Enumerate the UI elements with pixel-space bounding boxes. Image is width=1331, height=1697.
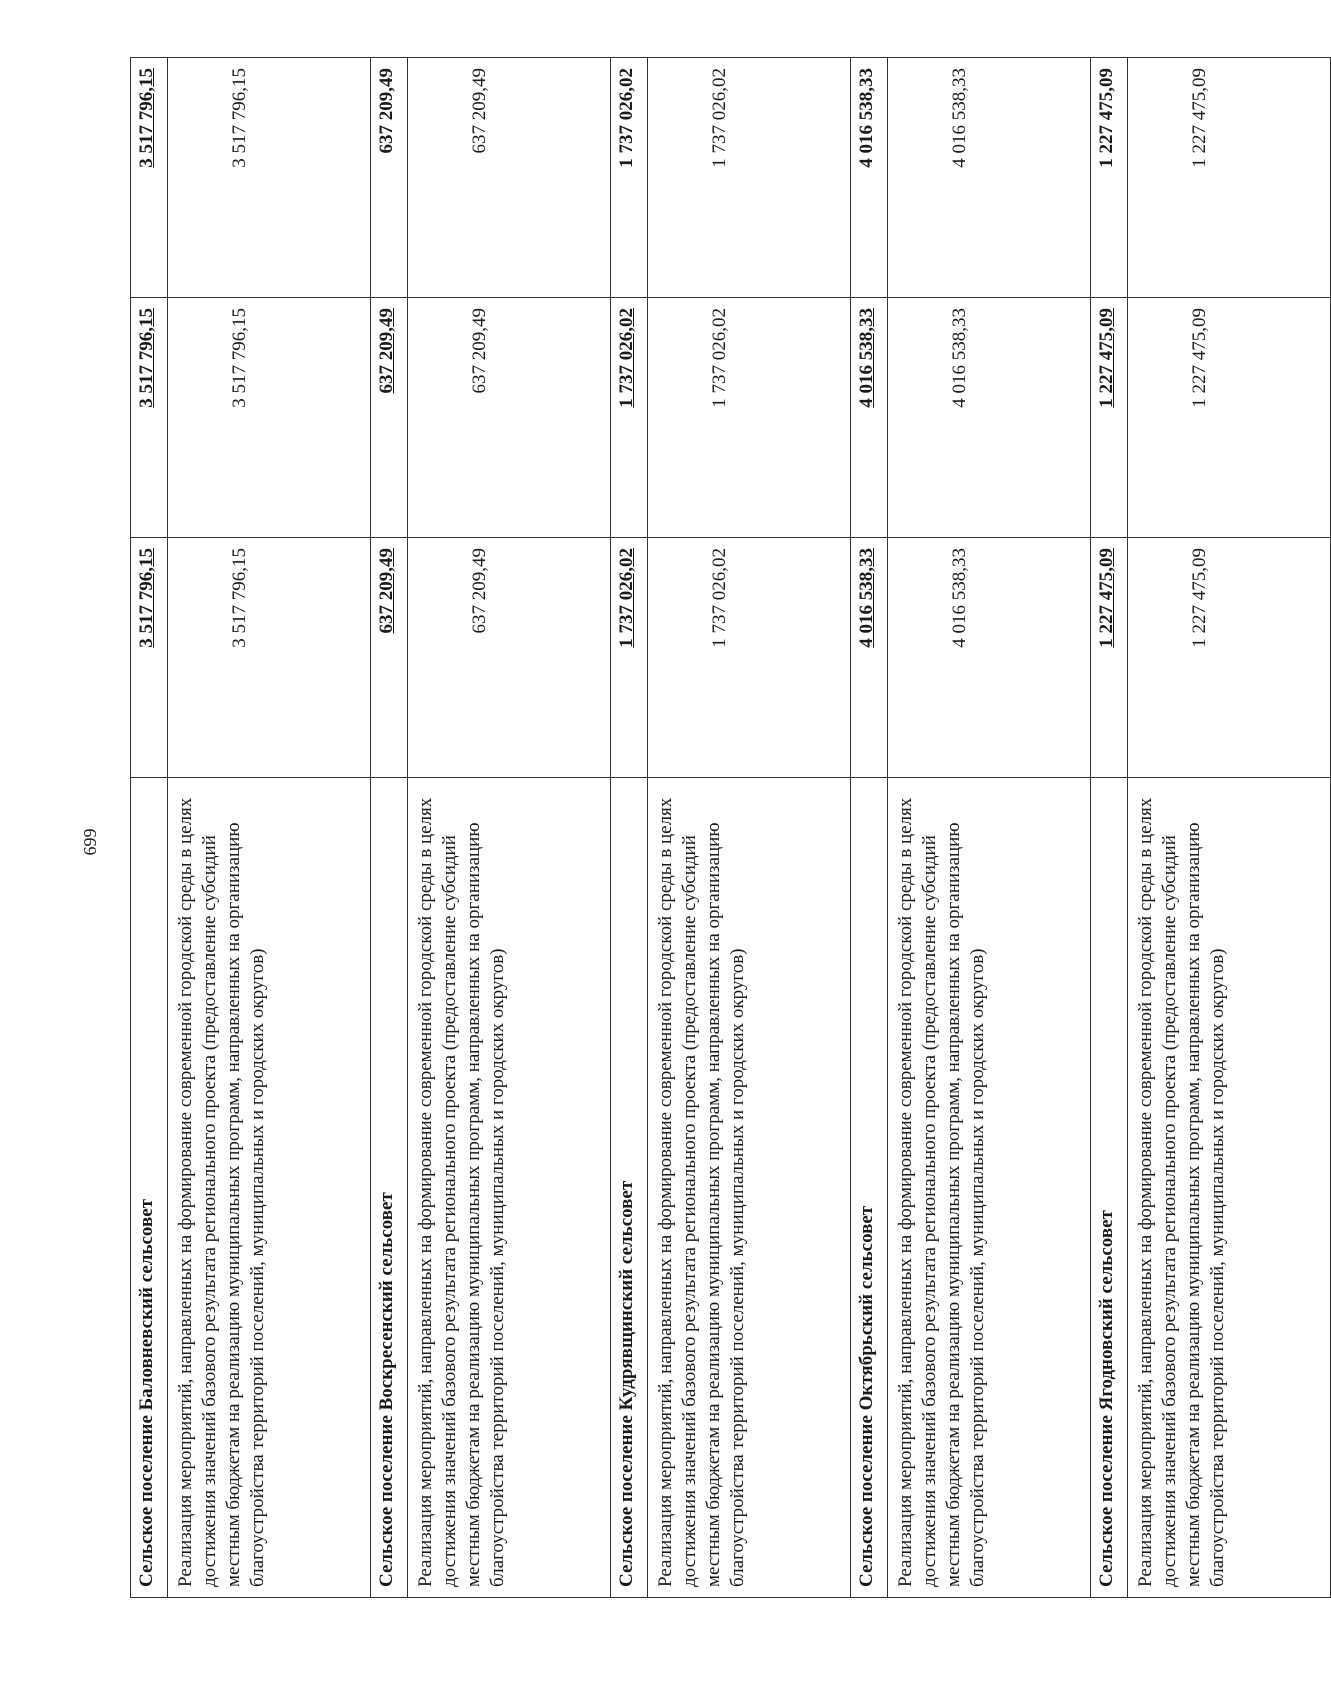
- group-total-1: 1 737 026,02: [611, 538, 648, 778]
- group-total-3: 3 517 796,15: [131, 58, 168, 298]
- document-page: [130, 58, 1228, 1598]
- group-total-1: 1 227 475,09: [1091, 538, 1128, 778]
- group-row: [371, 58, 408, 1598]
- group-total-3: 4 016 538,33: [851, 58, 888, 298]
- group-title: Сельское поселение Воскресенский сельсовет: [371, 778, 408, 1598]
- item-value-2: 4 016 538,33: [888, 298, 1091, 538]
- item-description: Реализация мероприятий, направленных на формирование современной городской среды в целях достижения значений базового результата регионального проекта (предоставление субсидий местным бюджетам на реализацию муниципальных программ, направленных на организацию благоустройства территорий поселений, муниципальных и городских округов): [888, 778, 1091, 1598]
- item-row: [888, 58, 1091, 1598]
- group-row: [131, 58, 168, 1598]
- item-value-3: 3 517 796,15: [168, 58, 371, 298]
- item-description: Реализация мероприятий, направленных на формирование современной городской среды в целях достижения значений базового результата регионального проекта (предоставление субсидий местным бюджетам на реализацию муниципальных программ, направленных на организацию благоустройства территорий поселений, муниципальных и городских округов): [168, 778, 371, 1598]
- group-total-2: 4 016 538,33: [851, 298, 888, 538]
- item-value-3: 1 737 026,02: [648, 58, 851, 298]
- item-value-2: 3 517 796,15: [168, 298, 371, 538]
- group-total-2: 1 227 475,09: [1091, 298, 1128, 538]
- group-title: Сельское поселение Ягодновский сельсовет: [1091, 778, 1128, 1598]
- group-total-2: 637 209,49: [371, 298, 408, 538]
- item-row: [168, 58, 371, 1598]
- item-value-1: 1 737 026,02: [648, 538, 851, 778]
- item-value-1: 637 209,49: [408, 538, 611, 778]
- group-title: Сельское поселение Кудрявщинский сельсовет: [611, 778, 648, 1598]
- item-row: [1128, 58, 1331, 1598]
- item-description: Реализация мероприятий, направленных на формирование современной городской среды в целях достижения значений базового результата регионального проекта (предоставление субсидий местным бюджетам на реализацию муниципальных программ, направленных на организацию благоустройства территорий поселений, муниципальных и городских округов): [1128, 778, 1331, 1598]
- item-description: Реализация мероприятий, направленных на формирование современной городской среды в целях достижения значений базового результата регионального проекта (предоставление субсидий местным бюджетам на реализацию муниципальных программ, направленных на организацию благоустройства территорий поселений, муниципальных и городских округов): [408, 778, 611, 1598]
- item-value-1: 1 227 475,09: [1128, 538, 1331, 778]
- group-title: Сельское поселение Баловневский сельсовет: [131, 778, 168, 1598]
- group-total-1: 3 517 796,15: [131, 538, 168, 778]
- item-value-3: 4 016 538,33: [888, 58, 1091, 298]
- group-row: [1091, 58, 1128, 1598]
- item-value-2: 1 227 475,09: [1128, 298, 1331, 538]
- group-row: [611, 58, 648, 1598]
- item-value-1: 4 016 538,33: [888, 538, 1091, 778]
- item-row: [408, 58, 611, 1598]
- group-total-1: 637 209,49: [371, 538, 408, 778]
- item-value-2: 637 209,49: [408, 298, 611, 538]
- group-total-2: 1 737 026,02: [611, 298, 648, 538]
- item-value-1: 3 517 796,15: [168, 538, 371, 778]
- group-total-3: 637 209,49: [371, 58, 408, 298]
- item-description: Реализация мероприятий, направленных на формирование современной городской среды в целях достижения значений базового результата регионального проекта (предоставление субсидий местным бюджетам на реализацию муниципальных программ, направленных на организацию благоустройства территорий поселений, муниципальных и городских округов): [648, 778, 851, 1598]
- group-total-3: 1 737 026,02: [611, 58, 648, 298]
- page-number: 699: [80, 828, 100, 856]
- item-value-3: 637 209,49: [408, 58, 611, 298]
- group-title: Сельское поселение Октябрьский сельсовет: [851, 778, 888, 1598]
- table-container: [130, 58, 1228, 1598]
- group-total-1: 4 016 538,33: [851, 538, 888, 778]
- item-row: [648, 58, 851, 1598]
- group-total-3: 1 227 475,09: [1091, 58, 1128, 298]
- group-total-2: 3 517 796,15: [131, 298, 168, 538]
- group-row: [851, 58, 888, 1598]
- item-value-2: 1 737 026,02: [648, 298, 851, 538]
- budget-table: [130, 57, 1331, 1598]
- item-value-3: 1 227 475,09: [1128, 58, 1331, 298]
